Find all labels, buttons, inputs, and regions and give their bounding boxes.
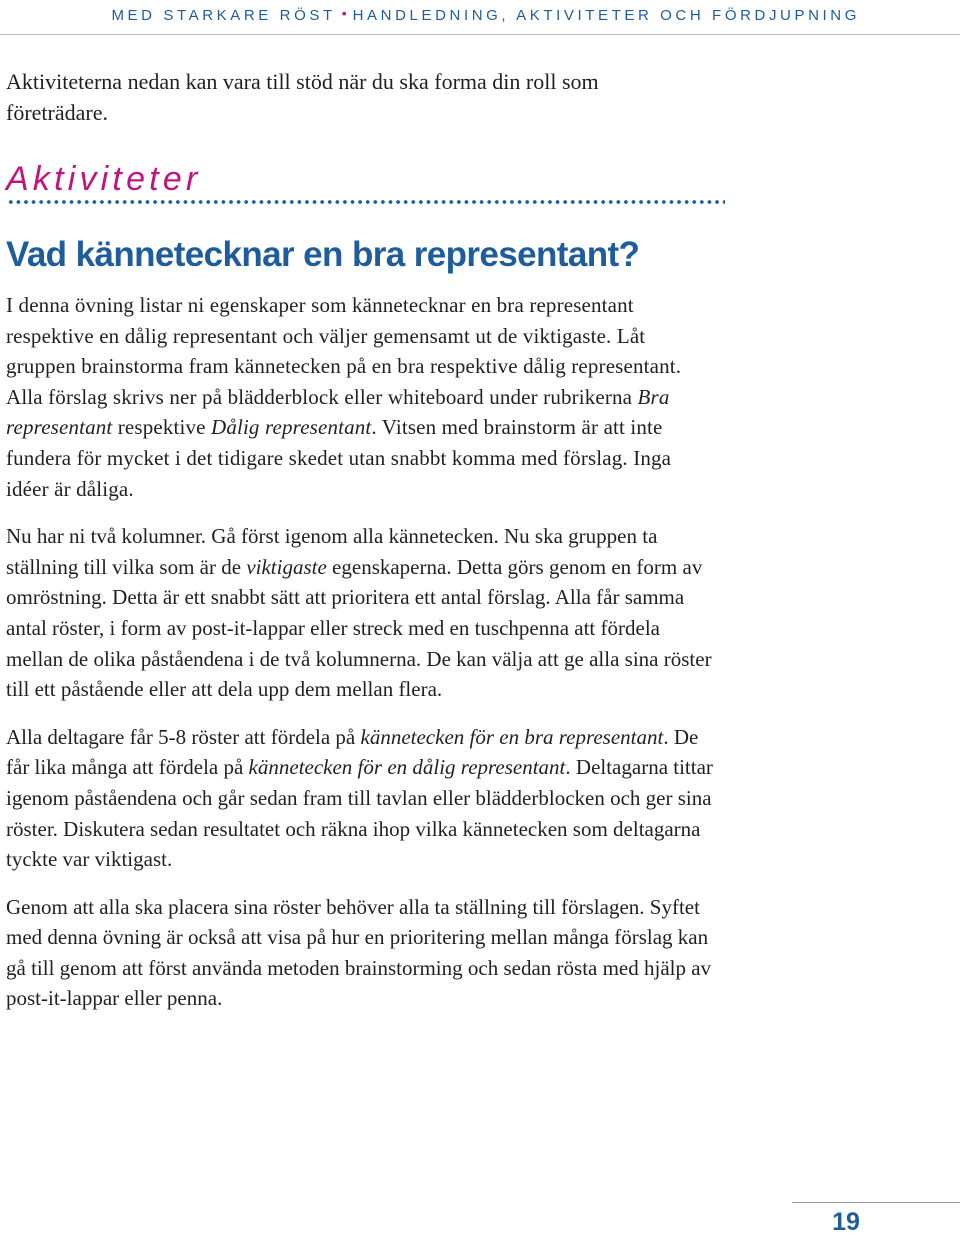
intro-text: Aktiviteterna nedan kan vara till stöd när du ska forma din roll som företrädare. [6, 69, 599, 125]
paragraph-2 [6, 521, 718, 705]
paragraph-4: Genom att alla ska placera sina röster behöver alla ta ställning till förslagen. Syftet med denna övning är också att visa på hur en prioritering mellan många förslag kan gå till genom att först använda metoden brainstorming och sedan rösta med hjälp av post-it-lappar eller penna. [6, 894, 712, 1011]
bullet-separator: • [341, 5, 347, 21]
paragraph-3-emphasis-2: kännetecken för en dålig representant [248, 755, 566, 780]
footer-rule [792, 1202, 960, 1203]
paragraph-1-emphasis-1: Bra representant [6, 384, 670, 440]
series-title: MED STARKARE RÖST [111, 7, 336, 24]
paragraph-3-emphasis-1: kännetecken för en bra representant [360, 724, 664, 749]
section-title: HANDLEDNING, AKTIVITETER OCH FÖRDJUPNING [352, 7, 860, 24]
paragraph-2-text-a: Nu har ni två kolumner. Gå först igenom alla kännetecken. Nu ska gruppen ta ställning till vilka som är de [6, 524, 658, 579]
running-header [0, 7, 960, 27]
dotted-divider [7, 199, 725, 205]
paragraph-1 [6, 290, 718, 504]
paragraph-3-text-c: . Deltagarna tittar igenom påståendena och går sedan fram till tavlan eller blädderblocken och ger sina röster. Diskutera sedan resultatet och räkna ihop vilka kännetecken som deltagarna tyckte var viktigast. [6, 755, 713, 872]
paragraph-2-text-b: egenskaperna. Detta görs genom en form av omröstning. Detta är ett snabbt sätt att prioritera ett antal förslag. Alla får samma antal röster, i form av post-it-lappar eller streck med en tuschpenna att fördela mellan de olika påståendena i de två kolumnerna. De kan välja att ge alla sina röster till ett påstående eller att dela upp dem mellan flera. [6, 554, 712, 702]
paragraph-1-text-a: I denna övning listar ni egenskaper som kännetecknar en bra representant respektive en dålig representant och väljer gemensamt ut de viktigaste. Låt gruppen brainstorma fram kännetecken på en bra respektive dålig representant. Alla förslag skrivs ner på blädderblock eller whiteboard under rubrikerna [6, 293, 682, 409]
paragraph-1-text-c: . Vitsen med brainstorm är att inte fundera för mycket i det tidigare skedet utan snabbt komma med förslag. Inga idéer är dåliga. [6, 415, 672, 501]
paragraph-3 [6, 722, 718, 875]
page-number: 19 [832, 1208, 860, 1235]
section-label: Aktiviteter [6, 160, 202, 198]
header-rule [0, 34, 960, 35]
paragraph-3-text-a: Alla deltagare får 5-8 röster att fördela på [6, 724, 361, 749]
paragraph-3-text-b: . De får lika många att fördela på [6, 724, 699, 780]
paragraph-1-text-b: respektive [112, 415, 211, 440]
body-text [6, 290, 718, 1031]
page-heading: Vad kännetecknar en bra representant? [6, 235, 640, 274]
paragraph-2-emphasis-1: viktigaste [246, 554, 327, 579]
paragraph-1-emphasis-2: Dålig representant [211, 415, 372, 440]
